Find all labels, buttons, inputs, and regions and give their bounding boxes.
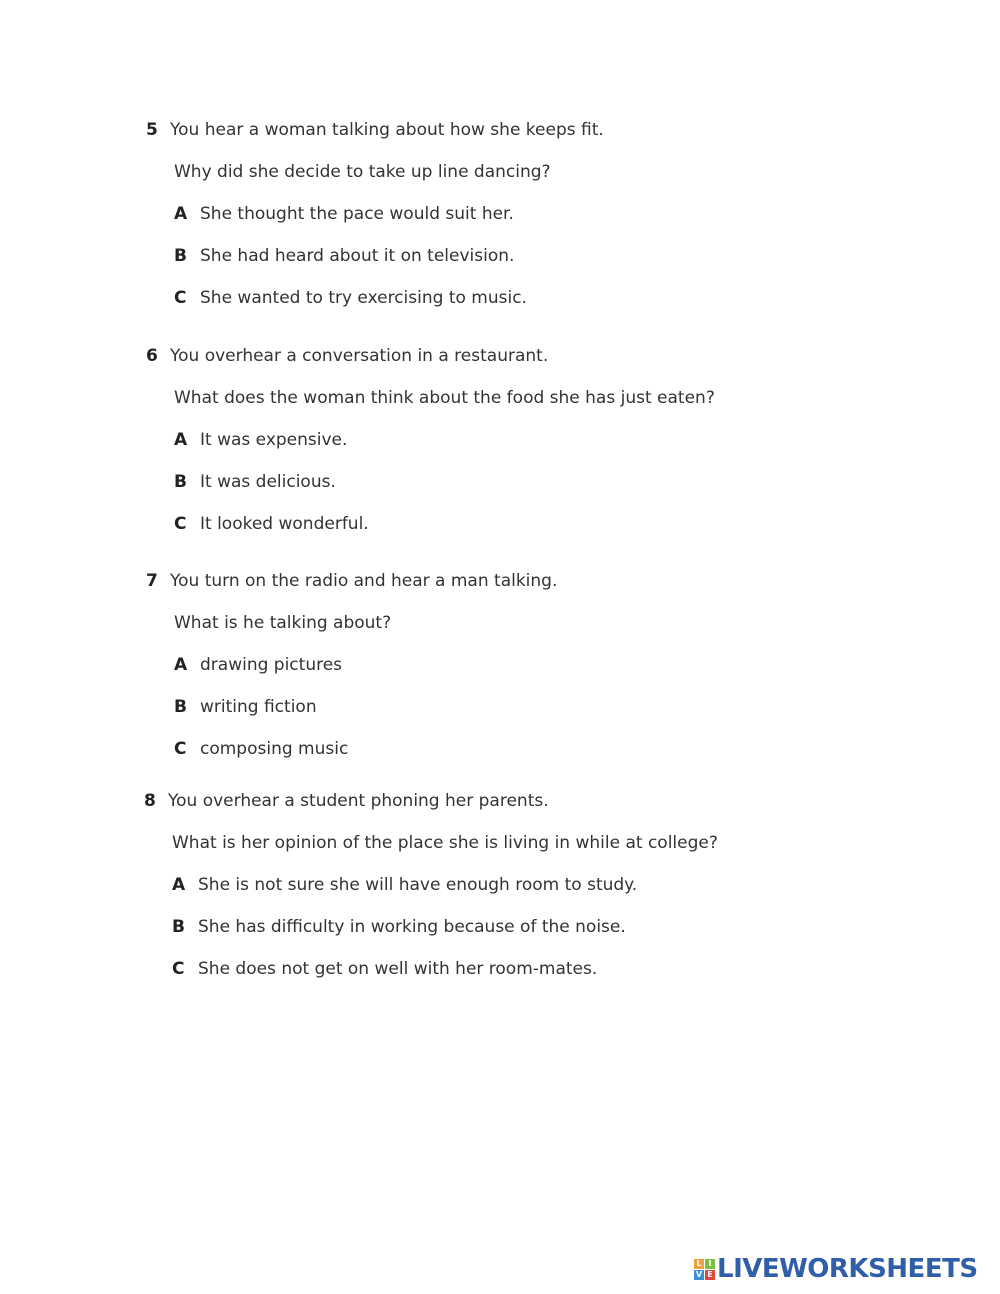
question-number: 7 xyxy=(146,571,158,591)
logo-mark-icon xyxy=(694,1259,715,1280)
question-prompt: What does the woman think about the food she has just eaten? xyxy=(174,388,715,408)
option-text: She is not sure she will have enough room to study. xyxy=(198,875,638,895)
option-a[interactable] xyxy=(172,875,744,901)
option-letter: C xyxy=(172,959,185,979)
option-letter: A xyxy=(174,204,188,224)
option-letter: A xyxy=(172,875,186,895)
option-text: drawing pictures xyxy=(200,655,343,675)
option-text: It was delicious. xyxy=(200,472,336,492)
option-text: She had heard about it on television. xyxy=(200,246,515,266)
question-intro: You turn on the radio and hear a man talking. xyxy=(170,571,558,591)
option-letter: B xyxy=(174,697,187,717)
question-number: 6 xyxy=(146,346,158,366)
option-letter: B xyxy=(174,472,187,492)
logo-mark-tile: L xyxy=(694,1259,704,1269)
question-intro: You overhear a conversation in a restaurant. xyxy=(170,346,549,366)
logo-mark-tile: V xyxy=(695,1269,703,1279)
question-intro: You hear a woman talking about how she keeps fit. xyxy=(170,120,604,140)
question-intro: You overhear a student phoning her parents. xyxy=(168,791,549,811)
question-8 xyxy=(144,791,744,985)
option-letter: A xyxy=(174,655,188,675)
option-letter: C xyxy=(174,739,187,759)
option-letter: A xyxy=(174,430,188,450)
option-c[interactable] xyxy=(174,739,746,765)
question-prompt: What is her opinion of the place she is living in while at college? xyxy=(172,833,718,853)
option-a[interactable] xyxy=(174,655,746,681)
question-number: 8 xyxy=(144,791,156,811)
option-text: It was expensive. xyxy=(200,430,348,450)
option-c[interactable] xyxy=(174,514,746,540)
option-c[interactable] xyxy=(172,959,744,985)
option-text: composing music xyxy=(200,739,349,759)
option-b[interactable] xyxy=(174,246,746,272)
question-header xyxy=(146,571,746,597)
question-5 xyxy=(146,120,746,314)
logo-mark-tile: I xyxy=(705,1259,715,1269)
question-7 xyxy=(146,571,746,765)
option-a[interactable] xyxy=(174,204,746,230)
option-b[interactable] xyxy=(174,472,746,498)
question-header xyxy=(146,346,746,372)
option-letter: C xyxy=(174,288,187,308)
option-text: She thought the pace would suit her. xyxy=(200,204,514,224)
option-text: writing fiction xyxy=(200,697,317,717)
logo-text: LIVEWORKSHEETS xyxy=(717,1254,978,1284)
option-c[interactable] xyxy=(174,288,746,314)
option-a[interactable] xyxy=(174,430,746,456)
question-prompt: Why did she decide to take up line dancing? xyxy=(174,162,551,182)
question-prompt: What is he talking about? xyxy=(174,613,392,633)
option-text: She wanted to try exercising to music. xyxy=(200,288,527,308)
option-letter: B xyxy=(172,917,185,937)
option-letter: B xyxy=(174,246,187,266)
liveworksheets-logo xyxy=(694,1254,978,1284)
question-header xyxy=(144,791,744,817)
option-b[interactable] xyxy=(174,697,746,723)
option-b[interactable] xyxy=(172,917,744,943)
question-6 xyxy=(146,346,746,540)
question-header xyxy=(146,120,746,146)
option-text: She does not get on well with her room-mates. xyxy=(198,959,598,979)
option-text: It looked wonderful. xyxy=(200,514,369,534)
option-text: She has difficulty in working because of the noise. xyxy=(198,917,626,937)
option-letter: C xyxy=(174,514,187,534)
logo-mark-tile: E xyxy=(705,1270,715,1280)
question-number: 5 xyxy=(146,120,158,140)
